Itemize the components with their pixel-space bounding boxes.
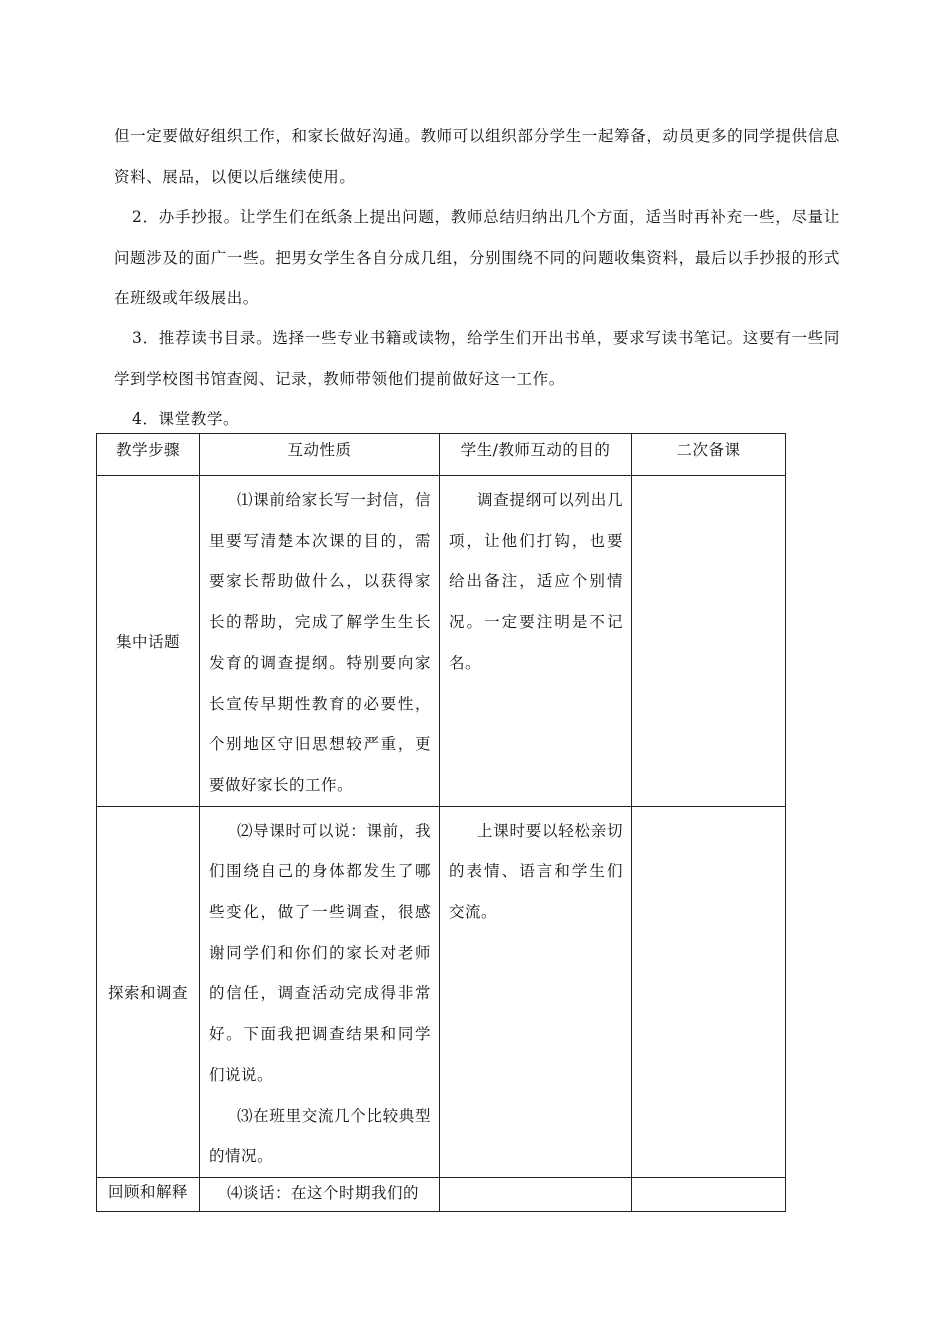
notes-cell [632, 476, 786, 807]
table-row [97, 1177, 786, 1211]
interaction-cell [200, 1177, 440, 1211]
purpose-cell [440, 1177, 632, 1211]
paragraph-intro: 但一定要做好组织工作，和家长做好沟通。教师可以组织部分学生一起筹备，动员更多的同学提供信息资料、展品，以便以后继续使用。 [114, 127, 840, 186]
notes-cell [632, 806, 786, 1177]
purpose-cell [440, 476, 632, 807]
header-interaction-purpose: 学生/教师互动的目的 [440, 434, 632, 476]
paragraph-reading-list: 3．推荐读书目录。选择一些专业书籍或读物，给学生们开出书单，要求写读书笔记。这要有一些同学到学校图书馆查阅、记录，教师带领他们提前做好这一工作。 [114, 329, 840, 388]
step-cell: 回顾和解释 [97, 1177, 200, 1211]
interaction-cell [200, 476, 440, 807]
header-secondary-prep: 二次备课 [632, 434, 786, 476]
interaction-text: ⑶在班里交流几个比较典型的情况。 [209, 1106, 431, 1166]
header-interaction-type: 互动性质 [200, 434, 440, 476]
table-header-row [97, 434, 786, 476]
header-teaching-step: 教学步骤 [97, 434, 200, 476]
purpose-cell [440, 806, 632, 1177]
table-row [97, 476, 786, 807]
interaction-cell [200, 806, 440, 1177]
paragraph-classroom-teaching: 4．课堂教学。 [132, 410, 240, 428]
step-cell: 探索和调查 [97, 806, 200, 1177]
interaction-text: ⑴课前给家长写一封信，信里要写清楚本次课的目的，需要家长帮助做什么，以获得家长的帮助，完成了解学生生长发育的调查提纲。特别要向家长宣传早期性教育的必要性，个别地区守旧思想较严重，更要做好家长的工作。 [209, 491, 431, 794]
purpose-text: 上课时要以轻松亲切的表情、语言和学生们交流。 [449, 821, 623, 922]
step-cell: 集中话题 [97, 476, 200, 807]
notes-cell [632, 1177, 786, 1211]
interaction-text: ⑵导课时可以说：课前，我们围绕自己的身体都发生了哪些变化，做了一些调查，很感谢同学们和你们的家长对老师的信任，调查活动完成得非常好。下面我把调查结果和同学们说说。 [209, 821, 431, 1084]
table-row [97, 806, 786, 1177]
paragraph-handwritten-newspaper: 2．办手抄报。让学生们在纸条上提出问题，教师总结归纳出几个方面，适当时再补充一些，尽量让问题涉及的面广一些。把男女学生各自分成几组，分别围绕不同的问题收集资料，最后以手抄报的形式在班级或年级展出。 [114, 208, 840, 307]
purpose-text: 调查提纲可以列出几项，让他们打钩，也要给出备注，适应个别情况。一定要注明是不记名。 [449, 491, 623, 672]
lesson-plan-table [96, 433, 786, 1212]
interaction-text: ⑷谈话：在这个时期我们的 [227, 1183, 420, 1202]
